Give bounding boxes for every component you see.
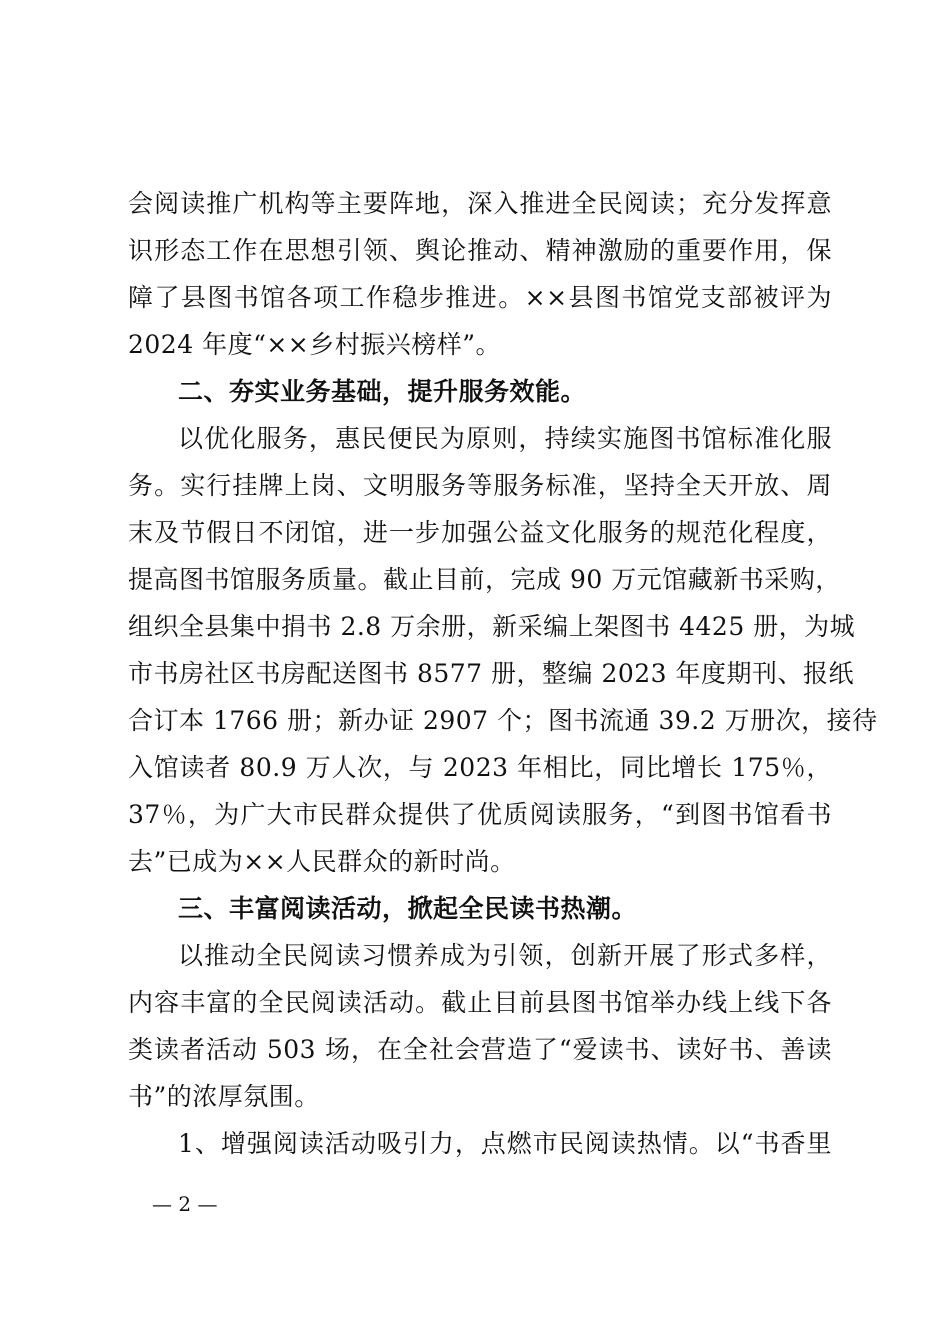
text-line: 以优化服务，惠民便民为原则，持续实施图书馆标准化服 [178,424,832,453]
text-line: 以推动全民阅读习惯养成为引领，创新开展了形式多样， [178,941,832,970]
page-number: — 2 — [152,1192,218,1216]
text-line: 合订本 1766 册；新办证 2907 个；图书流通 39.2 万册次，接待 [128,706,878,735]
text-line: 内容丰富的全民阅读活动。截止目前县图书馆举办线上线下各 [128,988,832,1017]
text-line: 37％，为广大市民群众提供了优质阅读服务，“到图书馆看书 [128,800,832,829]
text-line: 会阅读推广机构等主要阵地，深入推进全民阅读；充分发挥意 [128,189,832,218]
text-line: 提高图书馆服务质量。截止目前，完成 90 万元馆藏新书采购， [128,565,841,594]
text-line: 入馆读者 80.9 万人次，与 2023 年相比，同比增长 175％， [128,753,832,782]
text-line: 务。实行挂牌上岗、文明服务等服务标准，坚持全天开放、周 [128,471,832,500]
text-line: 识形态工作在思想引领、舆论推动、精神激励的重要作用，保 [128,236,832,265]
text-line: 类读者活动 503 场，在全社会营造了“爱读书、读好书、善读 [128,1035,832,1064]
text-line: 书”的浓厚氛围。 [128,1082,320,1111]
text-line: 2024 年度“××乡村振兴榜样”。 [128,330,502,359]
section-heading: 二、夯实业务基础，提升服务效能。 [178,377,587,406]
text-line: 去”已成为××人民群众的新时尚。 [128,847,516,876]
text-line: 障了县图书馆各项工作稳步推进。××县图书馆党支部被评为 [128,283,832,312]
section-heading: 三、丰富阅读活动，掀起全民读书热潮。 [178,894,638,923]
text-line: 组织全县集中捐书 2.8 万余册，新采编上架图书 4425 册，为城 [128,612,856,641]
document-body [128,180,878,1167]
text-line: 末及节假日不闭馆，进一步加强公益文化服务的规范化程度， [128,518,832,547]
text-line: 市书房社区书房配送图书 8577 册，整编 2023 年度期刊、报纸 [128,659,855,688]
text-line: 1、增强阅读活动吸引力，点燃市民阅读热情。以“书香里 [178,1129,832,1158]
